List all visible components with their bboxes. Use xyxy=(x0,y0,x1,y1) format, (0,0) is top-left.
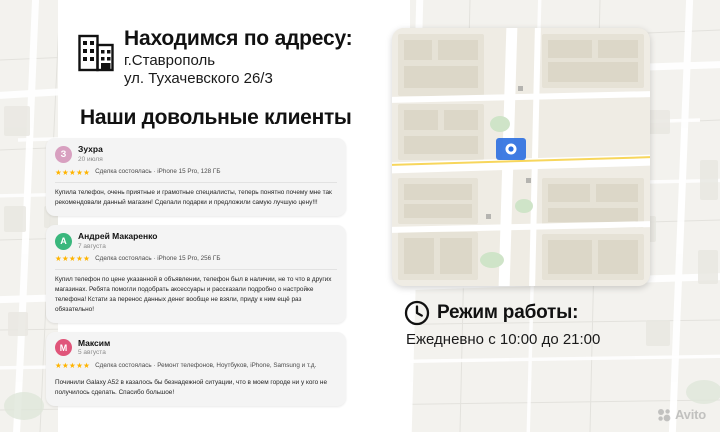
review-text: Починили Galaxy A52 в казалось бы безнадежной ситуации, что в моем городе ни у кого не получилось сделать. Спасибо большое! xyxy=(55,378,328,396)
review-header xyxy=(55,145,337,164)
review-deal: Сделка состоялась · Ремонт телефонов, Ноутбуков, iPhone, Samsung и т.д. xyxy=(95,361,317,369)
review-meta xyxy=(55,362,337,370)
schedule-block xyxy=(404,300,704,348)
avito-watermark-label: Avito xyxy=(674,407,706,422)
schedule-hours: Ежедневно с 10:00 до 21:00 xyxy=(406,331,601,348)
review-meta xyxy=(55,169,337,177)
review-text: Купил телефон по цене указанной в объявлении, телефон был в наличии, не то что в других магазинах. Ребята помогли подобрать аксессуары и рассказали подробно о настройке телефона! Кстати за перенос данных денег вообще не взяли, приду к ним ещё раз обязательно! xyxy=(55,269,337,315)
review-header xyxy=(55,339,337,358)
schedule-title-row xyxy=(404,300,704,326)
address-title: Находимся по адресу: xyxy=(124,27,353,50)
review-card xyxy=(46,225,346,323)
reviews-list xyxy=(46,138,346,415)
address-text xyxy=(124,28,352,87)
review-date: 7 августа xyxy=(78,242,106,250)
clock-icon xyxy=(404,300,430,326)
avatar: М xyxy=(55,339,72,356)
review-card xyxy=(46,138,346,216)
address-street: ул. Тухачевского 26/3 xyxy=(124,69,273,87)
review-author: Андрей Макаренко xyxy=(78,230,158,241)
review-author: Максим xyxy=(78,337,111,348)
clients-title: Наши довольные клиенты xyxy=(80,106,352,129)
review-date: 5 августа xyxy=(78,349,106,357)
avito-dots-icon xyxy=(657,408,671,422)
rating-stars: ★★★★★ xyxy=(55,167,91,177)
address-city: г.Ставрополь xyxy=(124,52,216,70)
review-text: Купила телефон, очень приятные и грамотные специалисты, теперь понятно почему мне так рекомендовали данный магазин! Сделали подарки и предложили самую лучшую цену!!! xyxy=(55,182,337,208)
review-deal: Сделка состоялась · iPhone 15 Pro, 128 ГБ xyxy=(95,167,221,175)
review-author: Зухра xyxy=(78,144,103,154)
review-deal: Сделка состоялась · iPhone 15 Pro, 256 ГБ xyxy=(95,254,221,262)
avatar: А xyxy=(55,233,72,250)
review-identity xyxy=(78,145,103,164)
review-date: 20 июля xyxy=(78,155,103,163)
review-identity xyxy=(78,339,110,358)
location-map-photo xyxy=(392,28,650,286)
avatar: З xyxy=(55,146,72,163)
review-card xyxy=(46,332,346,406)
rating-stars: ★★★★★ xyxy=(55,361,91,371)
address-block xyxy=(78,28,398,87)
schedule-title: Режим работы: xyxy=(437,302,579,323)
building-icon xyxy=(78,30,114,72)
review-identity xyxy=(78,232,157,251)
avito-watermark xyxy=(657,407,706,422)
review-meta xyxy=(55,255,337,263)
review-header xyxy=(55,232,337,251)
rating-stars: ★★★★★ xyxy=(55,254,91,264)
